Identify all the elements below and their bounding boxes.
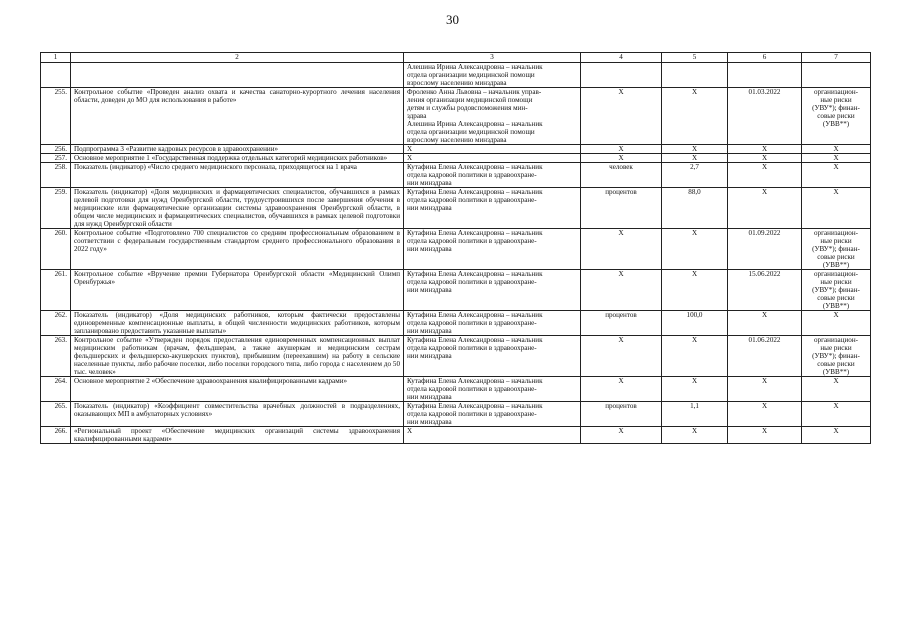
deadline-date: X (728, 145, 802, 154)
risk-type-line: (УВУ*); финан- (812, 245, 860, 253)
column-header: 4 (581, 53, 662, 63)
responsible-person-line: Кутафина Елена Александровна – начальник (407, 188, 543, 196)
row-number: 255. (41, 88, 71, 145)
indicator-value: X (662, 427, 728, 444)
risk-type-line: ные риски (820, 344, 852, 352)
unit-of-measure: X (581, 270, 662, 311)
column-header: 1 (41, 53, 71, 63)
program-table (40, 52, 871, 444)
table-row (41, 63, 871, 88)
unit-of-measure: X (581, 336, 662, 377)
item-name (71, 63, 404, 88)
unit-of-measure: человек (581, 163, 662, 188)
responsible-person (404, 88, 581, 145)
indicator-value: X (662, 229, 728, 270)
responsible-person-line: Кутафина Елена Александровна – начальник (407, 402, 543, 410)
item-name: Контрольное событие «Вручение премии Губернатора Оренбургской области «Медицинский Олимп Оренбуржья» (71, 270, 404, 311)
item-name: Показатель (индикатор) «Доля медицинских работников, которым фактически предоставлены единовременные компенсационные выплаты, в общей численности медицинских работников, которым запланировано предоставить указанные выплаты» (71, 311, 404, 336)
responsible-person-line: Алешина Ирина Александровна – начальник (407, 120, 543, 128)
row-number: 262. (41, 311, 71, 336)
risk-type (802, 336, 871, 377)
column-number-row (41, 53, 871, 63)
deadline-date: X (728, 188, 802, 229)
responsible-person-line: X (407, 154, 413, 162)
risk-type-line: X (833, 154, 839, 162)
responsible-person-line: Кутафина Елена Александровна – начальник (407, 270, 543, 278)
responsible-person-line: нии минздрава (407, 286, 452, 294)
table-row (41, 270, 871, 311)
table-row (41, 402, 871, 427)
table-row (41, 145, 871, 154)
responsible-person-line: взрослому населению минздрава (407, 79, 507, 87)
row-number: 261. (41, 270, 71, 311)
unit-of-measure: X (581, 88, 662, 145)
risk-type (802, 154, 871, 163)
risk-type (802, 311, 871, 336)
risk-type (802, 163, 871, 188)
responsible-person-line: Кутафина Елена Александровна – начальник (407, 377, 543, 385)
responsible-person-line: нии минздрава (407, 327, 452, 335)
risk-type-line: X (833, 427, 839, 435)
responsible-person-line: нии минздрава (407, 418, 452, 426)
responsible-person-line: отдела организации медицинской помощи (407, 71, 535, 79)
indicator-value: 2,7 (662, 163, 728, 188)
risk-type (802, 188, 871, 229)
responsible-person-line: нии минздрава (407, 352, 452, 360)
column-header: 2 (71, 53, 404, 63)
column-header: 5 (662, 53, 728, 63)
responsible-person (404, 188, 581, 229)
item-name: Показатель (индикатор) «Доля медицинских и фармацевтических специалистов, обучавшихся в рамках целевой подготовки для нужд Оренбургской области, трудоустроившихся после завершения обучения в медицинские или фармацевтические организации системы здравоохранения Оренбургской области, в общем числе медицинских и фармацевтических специалистов, обучавшихся в рамках целевой подготовки для нужд Оренбургской области (71, 188, 404, 229)
row-number (41, 63, 71, 88)
row-number: 266. (41, 427, 71, 444)
responsible-person-line: отдела кадровой политики в здравоохране- (407, 237, 537, 245)
row-number: 259. (41, 188, 71, 229)
risk-type (802, 63, 871, 88)
indicator-value: X (662, 145, 728, 154)
risk-type-line: (УВУ*); финан- (812, 286, 860, 294)
risk-type-line: ные риски (820, 278, 852, 286)
risk-type-line: X (833, 377, 839, 385)
item-name: «Региональный проект «Обеспечение медицинских организаций системы здравоохранения квалифицированными кадрами» (71, 427, 404, 444)
responsible-person-line: Алешина Ирина Александровна – начальник (407, 63, 543, 71)
risk-type-line: организацион- (814, 229, 858, 237)
risk-type-line: (УВВ**) (822, 368, 850, 376)
unit-of-measure: X (581, 154, 662, 163)
risk-type (802, 402, 871, 427)
item-name: Контрольное событие «Утвержден порядок предоставления единовременных компенсационных выплат медицинским работникам (врачам, фельдшерам, а также акушеркам и медицинским сестрам фельдшерских и фельдшерско-акушерских пунктов), прибывшим (переехавшим) на работу в сельские населенные пункты, либо рабочие поселки, либо поселки городского типа, либо города с населением до 50 тыс. человек» (71, 336, 404, 377)
responsible-person (404, 63, 581, 88)
row-number: 257. (41, 154, 71, 163)
deadline-date: X (728, 427, 802, 444)
risk-type-line: организацион- (814, 336, 858, 344)
row-number: 260. (41, 229, 71, 270)
risk-type-line: организацион- (814, 88, 858, 96)
responsible-person-line: нии минздрава (407, 204, 452, 212)
responsible-person (404, 145, 581, 154)
unit-of-measure: X (581, 377, 662, 402)
responsible-person-line: отдела кадровой политики в здравоохране- (407, 319, 537, 327)
deadline-date: 01.03.2022 (728, 88, 802, 145)
risk-type-line: X (833, 402, 839, 410)
responsible-person-line: взрослому населению минздрава (407, 136, 507, 144)
indicator-value (662, 63, 728, 88)
risk-type-line: X (833, 163, 839, 171)
table-body (41, 63, 871, 444)
deadline-date: 01.06.2022 (728, 336, 802, 377)
responsible-person (404, 163, 581, 188)
responsible-person (404, 336, 581, 377)
responsible-person (404, 402, 581, 427)
risk-type (802, 270, 871, 311)
risk-type-line: ные риски (820, 96, 852, 104)
risk-type-line: совые риски (817, 253, 855, 261)
deadline-date: 15.06.2022 (728, 270, 802, 311)
responsible-person-line: нии минздрава (407, 245, 452, 253)
item-name: Показатель (индикатор) «Число среднего медицинского персонала, приходящегося на 1 врача (71, 163, 404, 188)
deadline-date: X (728, 377, 802, 402)
row-number: 263. (41, 336, 71, 377)
deadline-date: X (728, 402, 802, 427)
row-number: 265. (41, 402, 71, 427)
unit-of-measure: процентов (581, 402, 662, 427)
responsible-person-line: Кутафина Елена Александровна – начальник (407, 311, 543, 319)
responsible-person-line: нии минздрава (407, 393, 452, 401)
indicator-value: X (662, 88, 728, 145)
risk-type (802, 88, 871, 145)
responsible-person-line: отдела кадровой политики в здравоохране- (407, 196, 537, 204)
page-number: 30 (446, 12, 459, 27)
responsible-person-line: отдела организации медицинской помощи (407, 128, 535, 136)
table-row (41, 163, 871, 188)
responsible-person (404, 427, 581, 444)
item-name: Контрольное событие «Проведен анализ охвата и качества санаторно-курортного лечения населения области, доведен до МО для использования в работе» (71, 88, 404, 145)
unit-of-measure: X (581, 427, 662, 444)
responsible-person (404, 229, 581, 270)
unit-of-measure: X (581, 145, 662, 154)
indicator-value: 1,1 (662, 402, 728, 427)
responsible-person-line: ления организации медицинской помощи (407, 96, 533, 104)
row-number: 264. (41, 377, 71, 402)
indicator-value: X (662, 377, 728, 402)
item-name: Подпрограмма 3 «Развитие кадровых ресурсов в здравоохранении» (71, 145, 404, 154)
table-row (41, 427, 871, 444)
table-row (41, 229, 871, 270)
responsible-person (404, 154, 581, 163)
table-row (41, 188, 871, 229)
table-row (41, 336, 871, 377)
risk-type-line: (УВВ**) (822, 120, 850, 128)
risk-type-line: X (833, 145, 839, 153)
responsible-person (404, 311, 581, 336)
indicator-value: X (662, 270, 728, 311)
unit-of-measure: процентов (581, 311, 662, 336)
risk-type (802, 377, 871, 402)
responsible-person-line: отдела кадровой политики в здравоохране- (407, 344, 537, 352)
row-number: 256. (41, 145, 71, 154)
deadline-date: X (728, 154, 802, 163)
risk-type-line: (УВУ*); финан- (812, 104, 860, 112)
risk-type (802, 145, 871, 154)
unit-of-measure: процентов (581, 188, 662, 229)
table-row (41, 377, 871, 402)
responsible-person-line: нии минздрава (407, 179, 452, 187)
indicator-value: 100,0 (662, 311, 728, 336)
deadline-date: X (728, 163, 802, 188)
risk-type-line: X (833, 311, 839, 319)
responsible-person-line: детям и службы родовспоможения мин- (407, 104, 528, 112)
table-row (41, 154, 871, 163)
risk-type-line: X (833, 188, 839, 196)
responsible-person (404, 377, 581, 402)
deadline-date (728, 63, 802, 88)
item-name: Основное мероприятие 1 «Государственная поддержка отдельных категорий медицинских работников» (71, 154, 404, 163)
risk-type-line: (УВВ**) (822, 302, 850, 310)
responsible-person-line: Кутафина Елена Александровна – начальник (407, 336, 543, 344)
column-header: 3 (404, 53, 581, 63)
indicator-value: X (662, 336, 728, 377)
responsible-person-line: X (407, 427, 413, 435)
responsible-person-line: отдела кадровой политики в здравоохране- (407, 171, 537, 179)
row-number: 258. (41, 163, 71, 188)
column-header: 7 (802, 53, 871, 63)
indicator-value: 88,0 (662, 188, 728, 229)
responsible-person-line: Фроленко Анна Львовна – начальник управ- (407, 88, 542, 96)
responsible-person-line: отдела кадровой политики в здравоохране- (407, 278, 537, 286)
unit-of-measure (581, 63, 662, 88)
responsible-person-line: Кутафина Елена Александровна – начальник (407, 229, 543, 237)
item-name: Показатель (индикатор) «Коэффициент совместительства врачебных должностей в подразделениях, оказывающих МП в амбулаторных условиях» (71, 402, 404, 427)
indicator-value: X (662, 154, 728, 163)
responsible-person-line: отдела кадровой политики в здравоохране- (407, 385, 537, 393)
table-row (41, 311, 871, 336)
risk-type-line: совые риски (817, 112, 855, 120)
responsible-person-line: Кутафина Елена Александровна – начальник (407, 163, 543, 171)
item-name: Основное мероприятие 2 «Обеспечение здравоохранения квалифицированными кадрами» (71, 377, 404, 402)
risk-type (802, 427, 871, 444)
risk-type-line: организацион- (814, 270, 858, 278)
risk-type-line: (УВУ*); финан- (812, 352, 860, 360)
risk-type (802, 229, 871, 270)
table-row (41, 88, 871, 145)
responsible-person (404, 270, 581, 311)
responsible-person-line: X (407, 145, 413, 153)
risk-type-line: совые риски (817, 360, 855, 368)
column-header: 6 (728, 53, 802, 63)
unit-of-measure: X (581, 229, 662, 270)
responsible-person-line: здрава (407, 112, 427, 120)
risk-type-line: ные риски (820, 237, 852, 245)
item-name: Контрольное событие «Подготовлено 700 специалистов со средним профессиональным образованием в соответствии с федеральным государственным стандартом среднего профессионального образования в 2022 году» (71, 229, 404, 270)
risk-type-line: (УВВ**) (822, 261, 850, 269)
deadline-date: 01.09.2022 (728, 229, 802, 270)
risk-type-line: совые риски (817, 294, 855, 302)
deadline-date: X (728, 311, 802, 336)
responsible-person-line: отдела кадровой политики в здравоохране- (407, 410, 537, 418)
